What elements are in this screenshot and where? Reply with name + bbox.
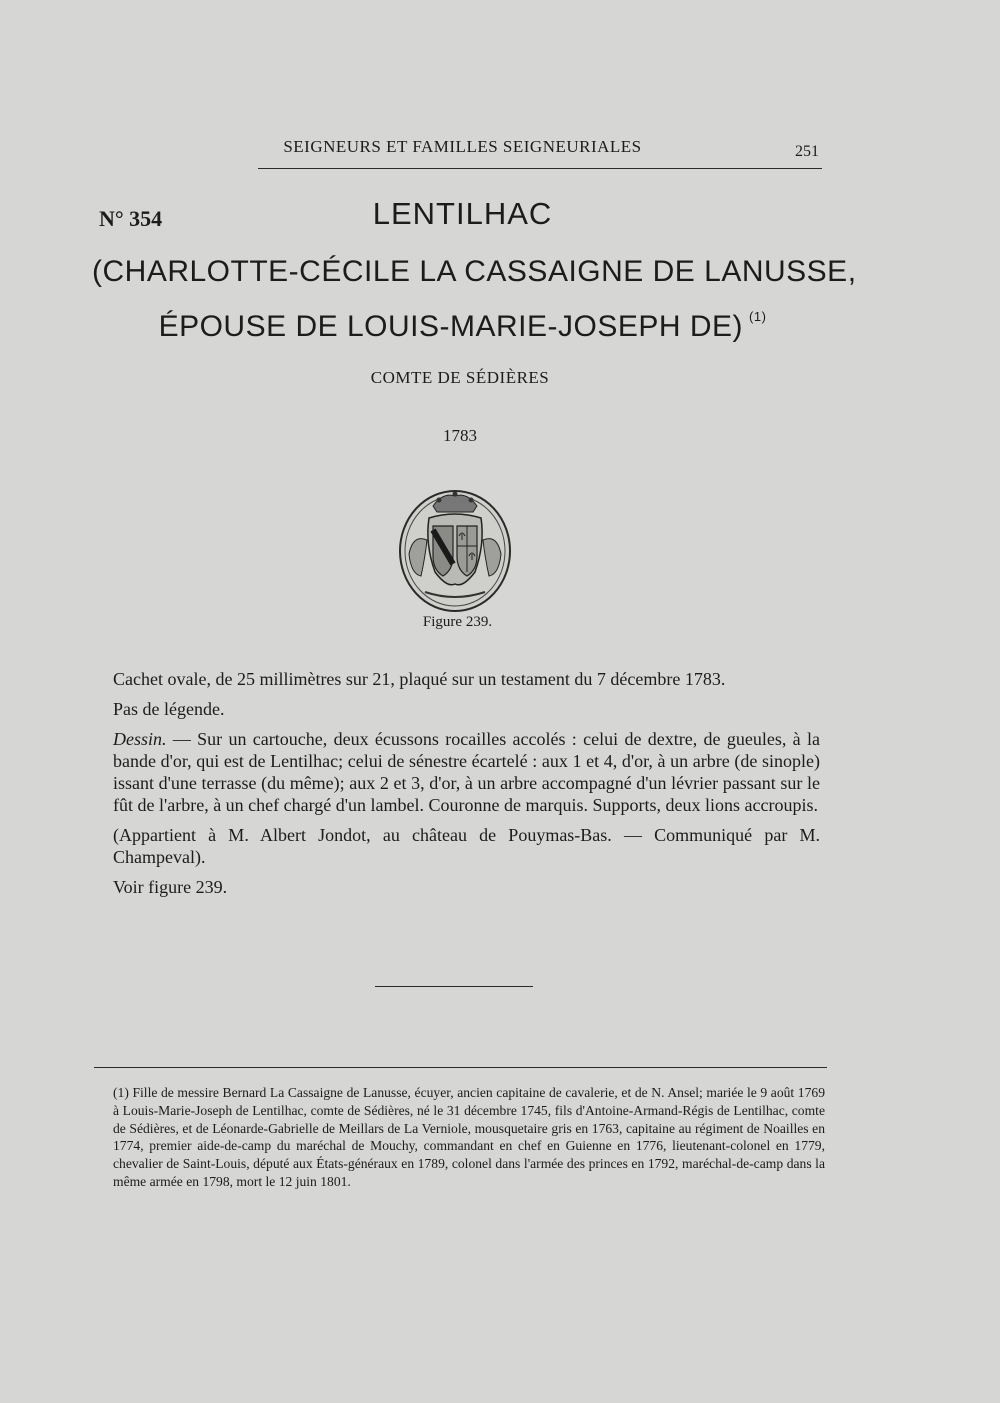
- page-number: 251: [795, 143, 819, 160]
- footnote-rule: [94, 1067, 827, 1068]
- entry-year: 1783: [443, 426, 477, 445]
- legend-note: Pas de légende.: [113, 699, 225, 719]
- entry-rank-title: COMTE DE SÉDIÈRES: [370, 368, 550, 387]
- dessin-paragraph: [113, 728, 820, 816]
- dessin-text: — Sur un cartouche, deux écussons rocailles accolés : celui de dextre, de gueules, à la bande d'or, qui est de Lentilhac; celui de sénestre écartelé : aux 1 et 4, d'or, à un arbre (de sinople) issant d'une terrasse (du même); aux 2 et 3, d'or, à un arbre accompagné d'un lévrier passant sur le fût de l'arbre, à un chef chargé d'un lambel. Couronne de marquis. Supports, deux lions accroupis.: [113, 729, 820, 815]
- provenance-note: (Appartient à M. Albert Jondot, au château de Pouymas-Bas. — Communiqué par M. Champeval).: [113, 825, 820, 867]
- footnote: (1) Fille de messire Bernard La Cassaigne de Lanusse, écuyer, ancien capitaine de cavalerie, et de N. Ansel; mariée le 9 août 1769 à Louis-Marie-Joseph de Lentilhac, comte de Sédières, né le 31 décembre 1745, fils d'Antoine-Armand-Régis de Lentilhac, comte de Sédières, et de Léonarde-Gabrielle de Meillars de La Verniole, mousquetaire gris en 1763, capitaine au régiment de Noailles en 1774, premier aide-de-camp du maréchal de Mouchy, commandant en chef en Guienne en 1776, lieutenant-colonel en 1779, chevalier de Saint-Louis, député aux États-généraux en 1789, colonel dans l'armée des princes en 1792, maréchal-de-camp dans la même armée en 1798, mort le 12 juin 1801.: [113, 1085, 825, 1189]
- entry-subtitle-line1: (CHARLOTTE-CÉCILE LA CASSAIGNE DE LANUSSE,: [92, 255, 857, 288]
- entry-subtitle-line2: [0, 309, 925, 344]
- section-end-rule: [375, 986, 533, 987]
- footnote-reference: (1): [749, 309, 767, 324]
- entry-number: N° 354: [99, 206, 163, 231]
- seal-description: Cachet ovale, de 25 millimètres sur 21, plaqué sur un testament du 7 décembre 1783.: [113, 669, 726, 689]
- entry-subtitle-text: ÉPOUSE DE LOUIS-MARIE-JOSEPH DE): [158, 310, 744, 343]
- figure-caption: Figure 239.: [422, 614, 493, 630]
- running-head: SEIGNEURS ET FAMILLES SEIGNEURIALES: [283, 137, 642, 156]
- see-figure-note: Voir figure 239.: [113, 877, 228, 897]
- header-rule: [258, 168, 822, 169]
- seal-image: [395, 484, 515, 614]
- entry-title: LENTILHAC: [372, 196, 553, 231]
- entry-body: [113, 668, 820, 906]
- dessin-label: Dessin.: [113, 729, 167, 749]
